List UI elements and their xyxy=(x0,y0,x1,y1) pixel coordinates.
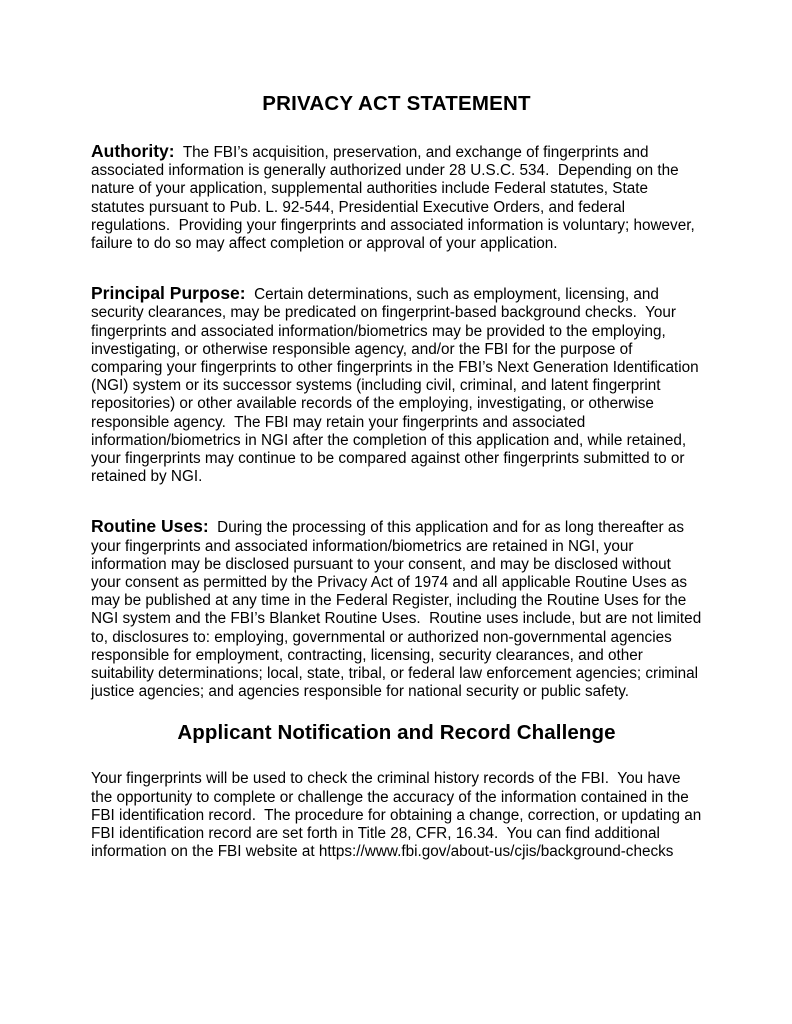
authority-label: Authority: xyxy=(91,141,175,161)
authority-text: The FBI’s acquisition, preservation, and exchange of fingerprints and associated information is generally authorized under 28 U.S.C. 534. Depending on the nature of your application, supplemental authorities include Federal statutes, State statutes pursuant to Pub. L. 92-544, Presidential Executive Orders, and federal regulations. Providing your fingerprints and associated information is voluntary; however, failure to do so may affect completion or approval of your application. xyxy=(91,144,699,253)
closing-paragraph: Your fingerprints will be used to check the criminal history records of the FBI. You have the opportunity to complete or challenge the accuracy of the information contained in the FBI identification record. The procedure for obtaining a change, correction, or updating an FBI identification record are set forth in Title 28, CFR, 16.34. You can find additional information on the FBI website at https://www.fbi.gov/about-us/cjis/background-checks xyxy=(91,770,706,861)
applicant-notification-heading: Applicant Notification and Record Challenge xyxy=(177,721,616,745)
routine-uses-text: During the processing of this application and for as long thereafter as your fingerprints and associated information/biometrics are retained in NGI, your information may be disclosed pursuant to your consent, and may be disclosed without your consent as permitted by the Privacy Act of 1974 and all applicable Routine Uses as may be published at any time in the Federal Register, including the Routine Uses for the NGI system and the FBI’s Blanket Routine Uses. Routine uses include, but are not limited to, disclosures to: employing, governmental or authorized non-governmental agencies responsible for employment, contracting, licensing, security clearances, and other suitability determinations; local, state, tribal, or federal law enforcement agencies; criminal justice agencies; and agencies responsible for national security or public safety. xyxy=(91,519,706,701)
routine-uses-paragraph xyxy=(91,516,706,701)
page-title: PRIVACY ACT STATEMENT xyxy=(262,92,531,115)
principal-purpose-text: Certain determinations, such as employment, licensing, and security clearances, may be predicated on fingerprint-based background checks. Your fingerprints and associated information/biometrics may be provided to the employing, investigating, or otherwise responsible agency, and/or the FBI for the purpose of comparing your fingerprints to other fingerprints in the FBI’s Next Generation Identification (NGI) system or its successor systems (including civil, criminal, and latent fingerprint repositories) or other available records of the employing, investigating, or otherwise responsible agency. The FBI may retain your fingerprints and associated information/biometrics in NGI after the completion of this application and, while retained, your fingerprints may continue to be compared against other fingerprints submitted to or retained by NGI. xyxy=(91,286,703,486)
principal-purpose-label: Principal Purpose: xyxy=(91,283,246,304)
authority-paragraph xyxy=(91,142,702,253)
principal-purpose-paragraph xyxy=(91,284,702,486)
routine-uses-label: Routine Uses: xyxy=(91,516,209,537)
